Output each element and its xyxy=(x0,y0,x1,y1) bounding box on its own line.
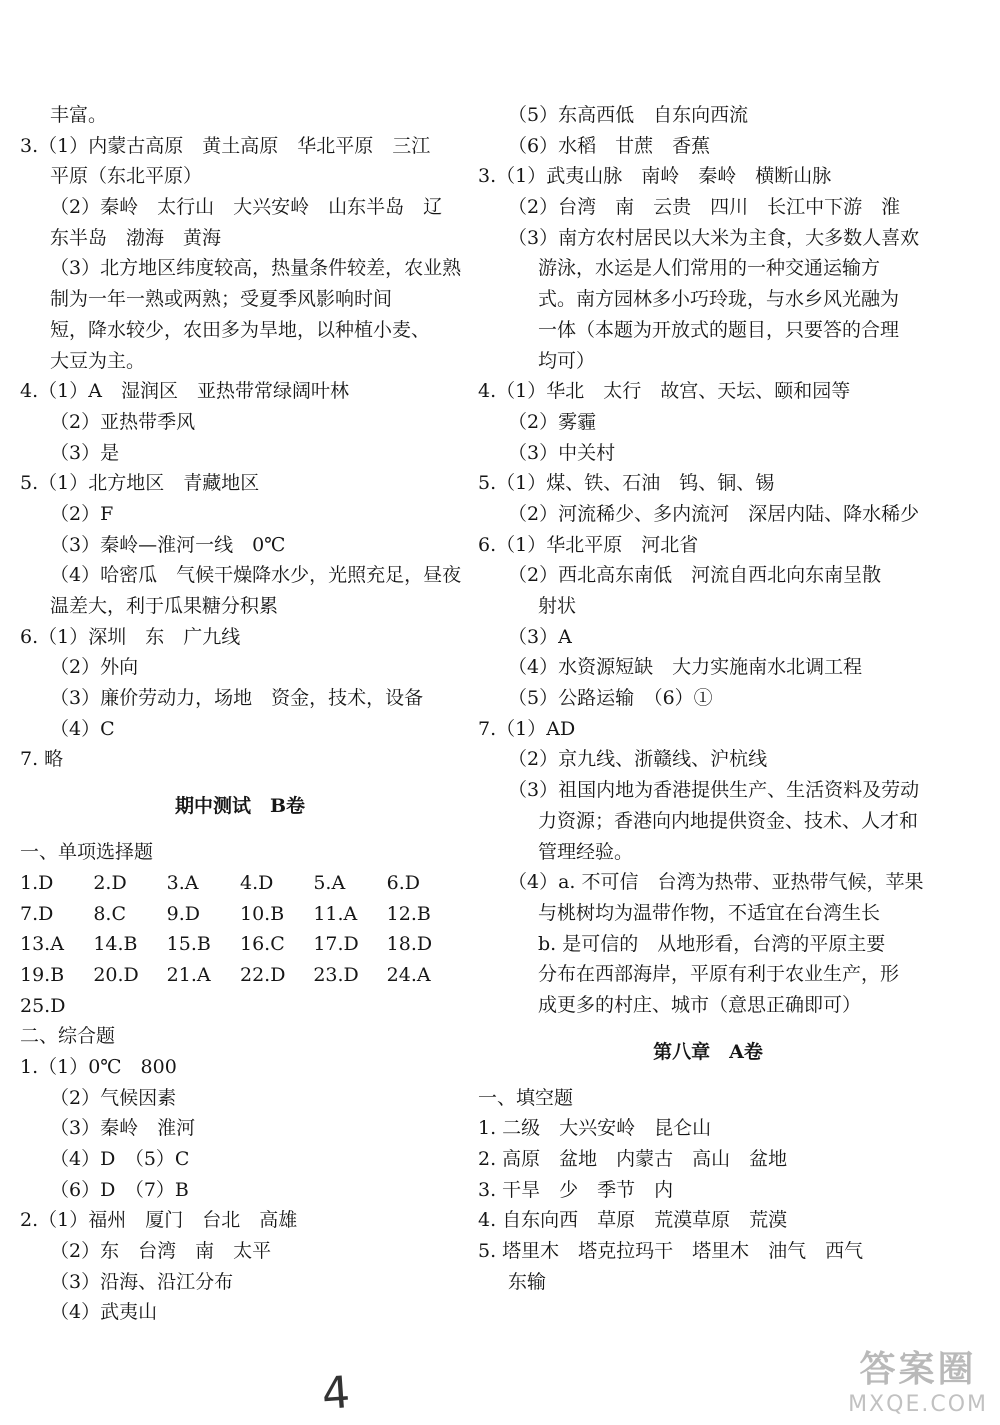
answer-line: 大豆为主。 xyxy=(50,349,146,372)
answer-line: 4.（1）A 湿润区 亚热带常绿阔叶林 xyxy=(20,380,349,403)
answer-line: （2）雾霾 xyxy=(508,410,597,433)
answer-line: 3.（1）内蒙古高原 黄土高原 华北平原 三江 xyxy=(20,134,431,157)
answer-row xyxy=(20,899,460,930)
answer-line: 射状 xyxy=(538,595,577,617)
answer-line: 6.（1）深圳 东 广九线 xyxy=(20,625,241,648)
answer-row xyxy=(20,868,460,899)
answer-row xyxy=(20,960,460,991)
answer-line: （3）是 xyxy=(50,441,120,464)
choice-answer: 6.D xyxy=(386,871,421,894)
choice-answer: 14.B xyxy=(93,933,138,956)
answer-line: （6）水稻 甘蔗 香蕉 xyxy=(508,134,711,157)
watermark-logo: 答案圈 xyxy=(859,1349,977,1390)
answer-line: 温差大，利于瓜果糖分积累 xyxy=(50,595,279,617)
answer-line: 5.（1）北方地区 青藏地区 xyxy=(20,472,260,495)
answer-line: （5）公路运输 （6）① xyxy=(508,687,713,710)
choice-answer: 16.C xyxy=(239,933,285,956)
choice-answer: 5.A xyxy=(313,871,346,894)
answer-line: （3）A xyxy=(508,625,572,648)
answer-line: （5）东高西低 自东向西流 xyxy=(508,104,749,126)
choice-answer: 23.D xyxy=(313,963,359,986)
section-title: 第八章 A卷 xyxy=(653,1040,763,1063)
answer-line: 4. 自东向西 草原 荒漠草原 荒漠 xyxy=(478,1209,788,1232)
answer-line: （3）秦岭—淮河一线 0℃ xyxy=(50,533,286,556)
answer-line: （2）外向 xyxy=(50,656,139,679)
answer-line: （4）C xyxy=(50,717,115,740)
choice-answer: 1.D xyxy=(20,871,54,894)
choice-answer: 10.B xyxy=(239,902,285,925)
part-heading: 一、单项选择题 xyxy=(20,841,154,864)
answer-line: 式。南方园林多小巧玲珑，与水乡风光融为 xyxy=(538,288,900,311)
answer-line: （4）哈密瓜 气候干燥降水少，光照充足，昼夜 xyxy=(50,564,462,587)
answer-line: 2. 高原 盆地 内蒙古 高山 盆地 xyxy=(478,1148,788,1170)
answer-line: 4.（1）华北 太行 故宫、天坛、颐和园等 xyxy=(478,380,851,403)
right-column xyxy=(478,100,938,1297)
answer-line: （4）武夷山 xyxy=(50,1301,158,1324)
answer-line: 5. 塔里木 塔克拉玛干 塔里木 油气 西气 xyxy=(478,1240,864,1263)
answer-line: 3. 干旱 少 季节 内 xyxy=(478,1178,674,1201)
answer-line: 7. 略 xyxy=(20,748,64,771)
answer-line: （3）南方农村居民以大米为主食，大多数人喜欢 xyxy=(508,226,920,249)
answer-line: （2）亚热带季风 xyxy=(50,410,196,433)
answer-line: 成更多的村庄、城市（意思正确即可） xyxy=(538,993,862,1016)
part-heading: 二、综合题 xyxy=(20,1025,116,1048)
choice-answer: 24.A xyxy=(386,963,431,986)
choice-answer: 20.D xyxy=(93,963,139,986)
answer-line: 游泳，水运是人们常用的一种交通运输方 xyxy=(538,257,881,280)
choice-answer: 11.A xyxy=(313,902,358,925)
answer-line: 均可） xyxy=(538,349,596,372)
answer-line: 一体（本题为开放式的题目，只要答的合理 xyxy=(538,318,900,341)
answer-line: （3）秦岭 淮河 xyxy=(50,1117,196,1140)
choice-answer: 21.A xyxy=(166,963,211,986)
answer-line: 7.（1）AD xyxy=(478,717,576,740)
choice-answer: 3.A xyxy=(166,871,199,894)
choice-answer: 18.D xyxy=(386,933,433,956)
answer-line: （2）东 台湾 南 太平 xyxy=(50,1240,272,1263)
answer-line: 6.（1）华北平原 河北省 xyxy=(478,533,699,556)
answer-line: 3.（1）武夷山脉 南岭 秦岭 横断山脉 xyxy=(478,165,832,188)
answer-line: 东半岛 渤海 黄海 xyxy=(50,226,222,249)
answer-line: 力资源；香港向内地提供资金、技术、人才和 xyxy=(538,809,919,832)
choice-answer: 4.D xyxy=(239,871,274,894)
answer-line: （3）廉价劳动力，场地 资金，技术，设备 xyxy=(50,687,424,710)
answer-line: （4）水资源短缺 大力实施南水北调工程 xyxy=(508,656,863,679)
answer-line: （2）西北高东南低 河流自西北向东南呈散 xyxy=(508,564,882,587)
answer-line: 丰富。 xyxy=(50,104,108,126)
answer-line: （2）秦岭 太行山 大兴安岭 山东半岛 辽 xyxy=(50,196,443,219)
answer-line: 东输 xyxy=(508,1270,547,1293)
answer-line: 管理经验。 xyxy=(538,840,634,863)
answer-line: 1.（1）0℃ 800 xyxy=(20,1055,177,1078)
page-number: 4 xyxy=(320,1367,352,1420)
choice-answer: 25.D xyxy=(20,994,66,1017)
section-title: 期中测试 B卷 xyxy=(174,795,306,818)
answer-line: 平原（东北平原） xyxy=(50,165,203,188)
answer-row xyxy=(20,991,460,1022)
left-column xyxy=(20,100,460,1328)
answer-line: 2.（1）福州 厦门 台北 高雄 xyxy=(20,1209,298,1232)
answer-line: 5.（1）煤、铁、石油 钨、铜、锡 xyxy=(478,472,775,495)
choice-answer: 12.B xyxy=(386,902,431,925)
answer-line: （3）沿海、沿江分布 xyxy=(50,1270,234,1293)
answer-line: （3）祖国内地为香港提供生产、生活资料及劳动 xyxy=(508,779,920,802)
answer-line: 1. 二级 大兴安岭 昆仑山 xyxy=(478,1117,712,1140)
answer-line: （2）F xyxy=(50,502,114,525)
choice-answer: 22.D xyxy=(239,963,286,986)
answer-line: 分布在西部海岸，平原有利于农业生产，形 xyxy=(538,963,900,986)
choice-answer: 2.D xyxy=(93,871,127,894)
answer-line: （2）河流稀少、多内流河 深居内陆、降水稀少 xyxy=(508,502,920,525)
choice-answer: 19.B xyxy=(20,963,65,986)
answer-row xyxy=(20,929,460,960)
answer-line: （4）a. 不可信 台湾为热带、亚热带气候，苹果 xyxy=(508,871,924,894)
answer-line: （4）D （5）C xyxy=(50,1148,190,1170)
choice-answer: 13.A xyxy=(20,933,64,956)
answer-line: （6）D （7）B xyxy=(50,1178,189,1201)
watermark xyxy=(848,1341,988,1417)
choice-answer: 9.D xyxy=(166,902,201,925)
answer-line: 制为一年一熟或两熟；受夏季风影响时间 xyxy=(50,288,393,311)
answer-line: （2）气候因素 xyxy=(50,1086,177,1109)
multiple-choice-grid xyxy=(20,868,460,1021)
choice-answer: 17.D xyxy=(313,933,359,956)
answer-line: （3）中关村 xyxy=(508,441,616,464)
choice-answer: 7.D xyxy=(20,902,54,925)
choice-answer: 8.C xyxy=(93,902,126,925)
choice-answer: 15.B xyxy=(166,933,211,956)
watermark-url: MXQE.COM xyxy=(848,1392,988,1417)
answer-line: 短，降水较少，农田多为旱地，以种植小麦、 xyxy=(50,318,431,341)
answer-line: b. 是可信的 从地形看，台湾的平原主要 xyxy=(538,932,886,955)
answer-line: （2）台湾 南 云贵 四川 长江中下游 淮 xyxy=(508,196,901,219)
answer-line: （2）京九线、浙赣线、沪杭线 xyxy=(508,748,768,771)
part-heading: 一、填空题 xyxy=(478,1086,574,1109)
answer-line: （3）北方地区纬度较高，热量条件较差，农业熟 xyxy=(50,257,462,280)
answer-line: 与桃树均为温带作物，不适宜在台湾生长 xyxy=(538,901,881,924)
